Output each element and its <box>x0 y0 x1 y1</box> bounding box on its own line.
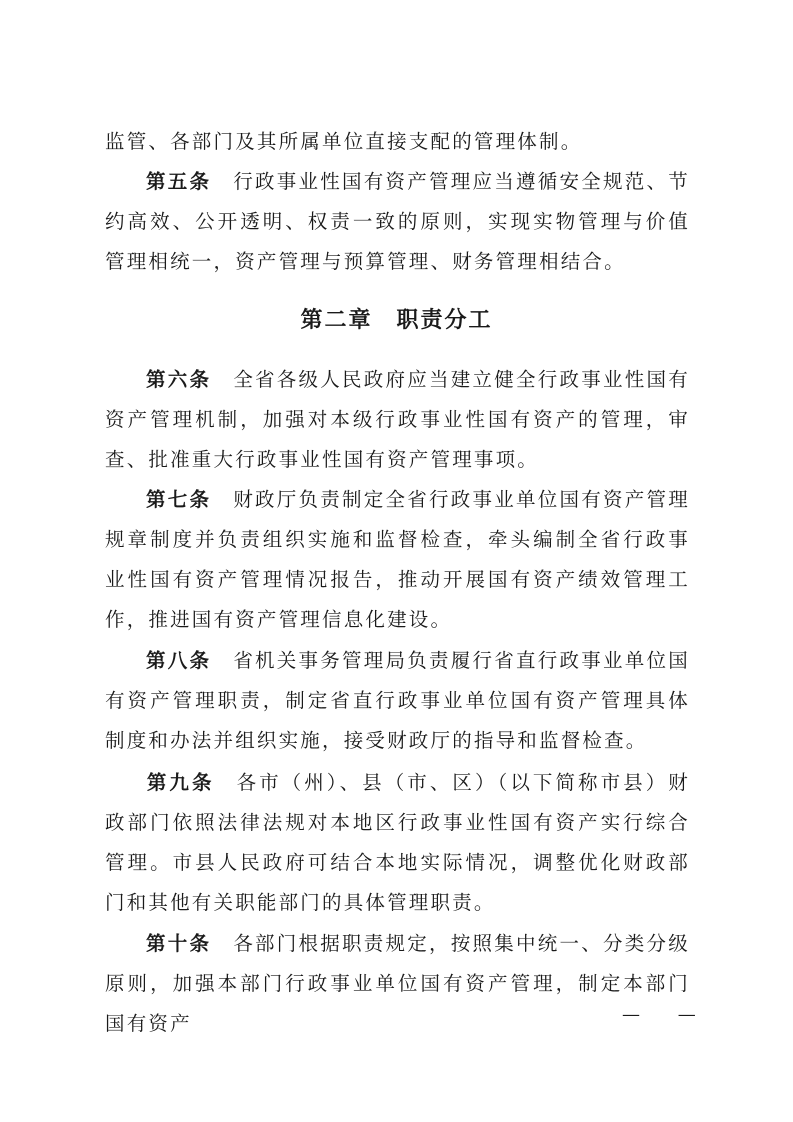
article-number: 第十条 <box>146 932 212 955</box>
paragraph-intro <box>105 122 690 162</box>
paragraph-text: 财政厅负责制定全省行政事业单位国有资产管理规章制度并负责组织实施和监督检查，牵头编制全省行政事业性国有资产管理情况报告，推动开展国有资产绩效管理工作，推进国有资产管理信息化建设。 <box>105 488 691 631</box>
article-9 <box>105 763 690 923</box>
article-8 <box>105 641 690 761</box>
page-number-marks: — — <box>622 1004 712 1025</box>
article-7 <box>105 480 690 640</box>
paragraph-text: 省机关事务管理局负责履行省直行政事业单位国有资产管理职责，制定省直行政事业单位国有资产管理具体制度和办法并组织实施，接受财政厅的指导和监督检查。 <box>105 649 691 752</box>
paragraph-text: 监管、各部门及其所属单位直接支配的管理体制。 <box>105 130 583 153</box>
article-5 <box>105 162 690 282</box>
chapter-number: 第二章 <box>300 308 373 333</box>
article-number: 第九条 <box>146 771 215 794</box>
chapter-heading <box>0 303 793 334</box>
article-number: 第六条 <box>146 368 212 391</box>
paragraph-text: 各部门根据职责规定，按照集中统一、分类分级原则，加强本部门行政事业单位国有资产管理，制定本部门国有资产 <box>105 932 691 1035</box>
article-number: 第七条 <box>146 488 212 511</box>
chapter-title: 职责分工 <box>396 308 493 333</box>
paragraph-text: 各市（州）、县（市、区）（以下简称市县）财政部门依照法律法规对本地区行政事业性国有资产实行综合管理。市县人民政府可结合本地实际情况，调整优化财政部门和其他有关职能部门的具体管理职责。 <box>105 771 691 914</box>
article-number: 第五条 <box>146 170 212 193</box>
paragraph-text: 全省各级人民政府应当建立健全行政事业性国有资产管理机制，加强对本级行政事业性国有资产的管理，审查、批准重大行政事业性国有资产管理事项。 <box>105 368 691 471</box>
article-6 <box>105 360 690 480</box>
article-number: 第八条 <box>146 649 212 672</box>
article-10 <box>105 924 690 1044</box>
paragraph-text: 行政事业性国有资产管理应当遵循安全规范、节约高效、公开透明、权责一致的原则，实现实物管理与价值管理相统一，资产管理与预算管理、财务管理相结合。 <box>105 170 691 273</box>
